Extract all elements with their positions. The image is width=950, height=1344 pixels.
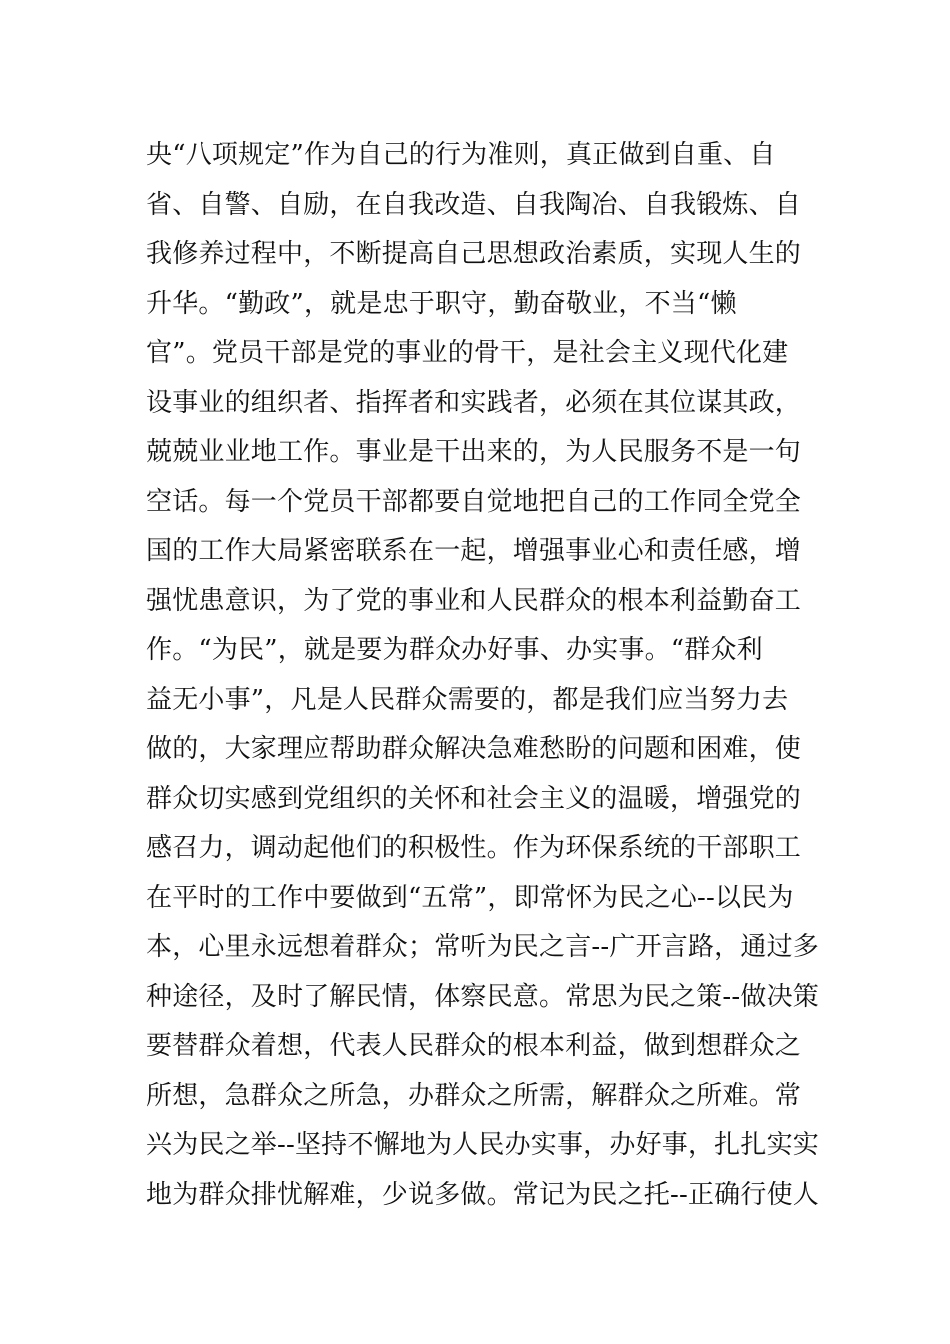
- text-line: 央“八项规定”作为自己的行为准则，真正做到自重、自: [146, 140, 776, 170]
- text-line: 设事业的组织者、指挥者和实践者，必须在其位谋其政，: [146, 387, 802, 418]
- text-line: 在平时的工作中要做到“五常”，即常怀为民之心--以民为: [146, 882, 794, 913]
- text-line: 升华。“勤政”，就是忠于职守，勤奋敬业，不当“懒: [146, 288, 737, 319]
- text-line: 强忧患意识，为了党的事业和人民群众的根本利益勤奋工: [146, 585, 802, 616]
- text-line: 我修养过程中，不断提高自己思想政治素质，实现人生的: [146, 239, 802, 269]
- text-line: 种途径，及时了解民情，体察民意。常思为民之策--做决策: [146, 981, 819, 1012]
- text-line: 兢兢业业地工作。事业是干出来的，为人民服务不是一句: [146, 437, 802, 467]
- text-line: 省、自警、自励，在自我改造、自我陶冶、自我锻炼、自: [146, 189, 802, 220]
- text-line: 作。“为民”，就是要为群众办好事、办实事。“群众利: [146, 635, 763, 665]
- text-line: 本，心里永远想着群众；常听为民之言--广开言路，通过多: [146, 932, 819, 962]
- text-line: 空话。每一个党员干部都要自觉地把自己的工作同全党全: [146, 486, 802, 517]
- text-line: 兴为民之举--坚持不懈地为人民办实事，办好事，扎扎实实: [146, 1130, 819, 1160]
- text-line: 国的工作大局紧密联系在一起，增强事业心和责任感，增: [146, 536, 802, 566]
- body-paragraph: [146, 131, 819, 1220]
- text-line: 群众切实感到党组织的关怀和社会主义的温暖，增强党的: [146, 783, 802, 814]
- text-line: 要替群众着想，代表人民群众的根本利益，做到想群众之: [146, 1031, 802, 1061]
- text-line: 感召力，调动起他们的积极性。作为环保系统的干部职工: [146, 833, 802, 863]
- text-line: 地为群众排忧解难，少说多做。常记为民之托--正确行使人: [146, 1179, 819, 1210]
- text-line: 所想，急群众之所急，办群众之所需，解群众之所难。常: [146, 1080, 802, 1111]
- text-line: 官”。党员干部是党的事业的骨干，是社会主义现代化建: [146, 338, 789, 368]
- text-line: 做的，大家理应帮助群众解决急难愁盼的问题和困难，使: [146, 734, 802, 764]
- text-line: 益无小事”，凡是人民群众需要的，都是我们应当努力去: [146, 684, 789, 715]
